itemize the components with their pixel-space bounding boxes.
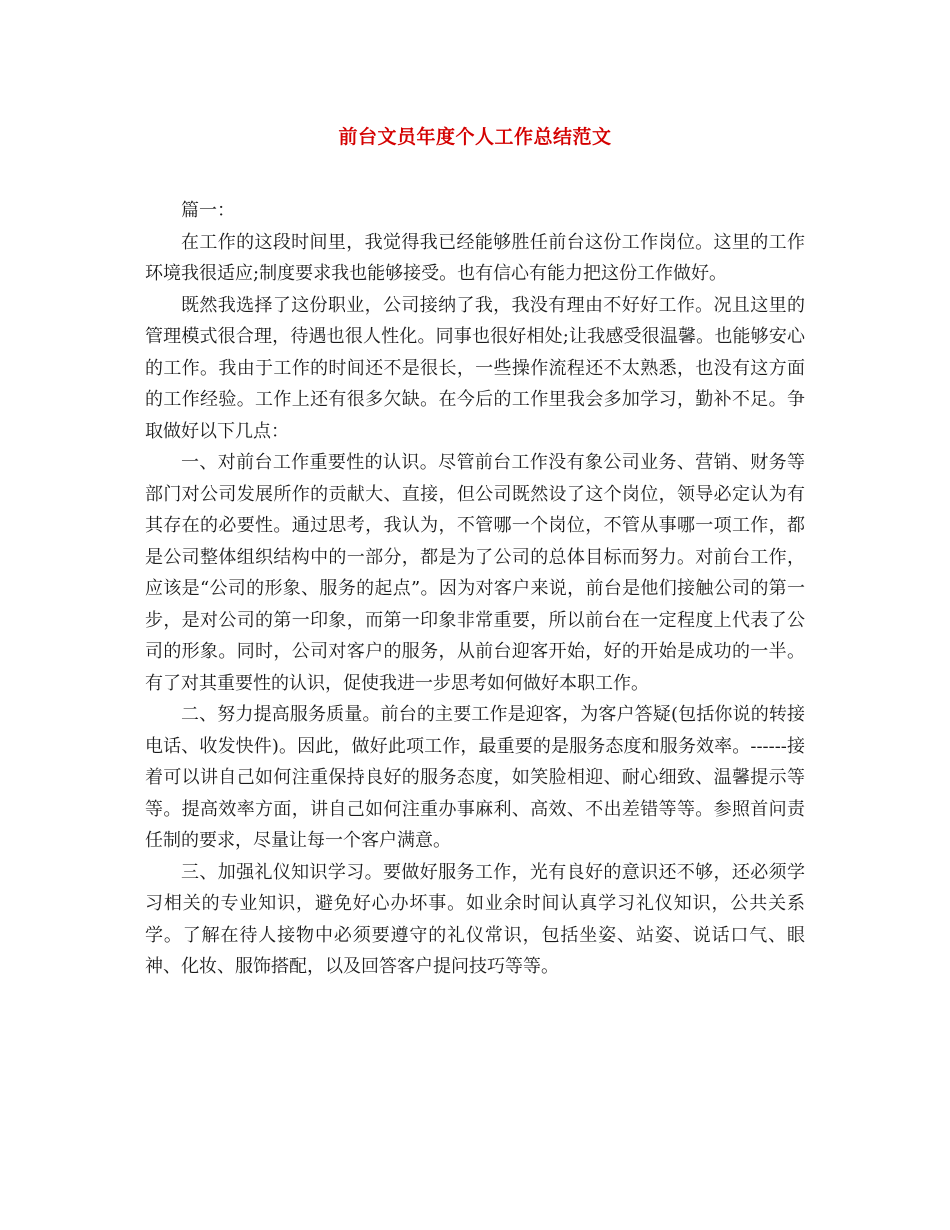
document-title: 前台文员年度个人工作总结范文 <box>338 126 612 148</box>
paragraph-point-two: 二、努力提高服务质量。前台的主要工作是迎客，为客户答疑(包括你说的转接电话、收发快件)。因此，做好此项工作，最重要的是服务态度和服务效率。------接着可以讲自己如何注重保持良好的服务态度，如笑脸相迎、耐心细致、温馨提示等等。提高效率方面，讲自己如何注重办事麻利、高效、不出差错等等。参照首问责任制的要求，尽量让每一个客户满意。 <box>145 704 805 851</box>
paragraph-point-one: 一、对前台工作重要性的认识。尽管前台工作没有象公司业务、营销、财务等部门对公司发展所作的贡献大、直接，但公司既然设了这个岗位，领导必定认为有其存在的必要性。通过思考，我认为，不管哪一个岗位，不管从事哪一项工作，都是公司整体组织结构中的一部分，都是为了公司的总体目标而努力。对前台工作，应该是“公司的形象、服务的起点”。因为对客户来说，前台是他们接触公司的第一步，是对公司的第一印象，而第一印象非常重要，所以前台在一定程度上代表了公司的形象。同时，公司对客户的服务，从前台迎客开始，好的开始是成功的一半。有了对其重要性的认识，促使我进一步思考如何做好本职工作。 <box>145 452 805 694</box>
paragraph-choice: 既然我选择了这份职业，公司接纳了我，我没有理由不好好工作。况且这里的管理模式很合理，待遇也很人性化。同事也很好相处;让我感受很温馨。也能够安心的工作。我由于工作的时间还不是很长，一些操作流程还不太熟悉，也没有这方面的工作经验。工作上还有很多欠缺。在今后的工作里我会多加学习，勤补不足。争取做好以下几点： <box>145 294 805 442</box>
paragraph-intro: 在工作的这段时间里，我觉得我已经能够胜任前台这份工作岗位。这里的工作环境我很适应;制度要求我也能够接受。也有信心有能力把这份工作做好。 <box>145 231 805 284</box>
paragraph-point-three: 三、加强礼仪知识学习。要做好服务工作，光有良好的意识还不够，还必须学习相关的专业知识，避免好心办坏事。如业余时间认真学习礼仪知识，公共关系学。了解在待人接物中必须要遵守的礼仪常识，包括坐姿、站姿、说话口气、眼神、化妆、服饰搭配，以及回答客户提问技巧等等。 <box>145 861 805 977</box>
document-body <box>145 195 805 983</box>
section-label: 篇一： <box>181 200 235 221</box>
